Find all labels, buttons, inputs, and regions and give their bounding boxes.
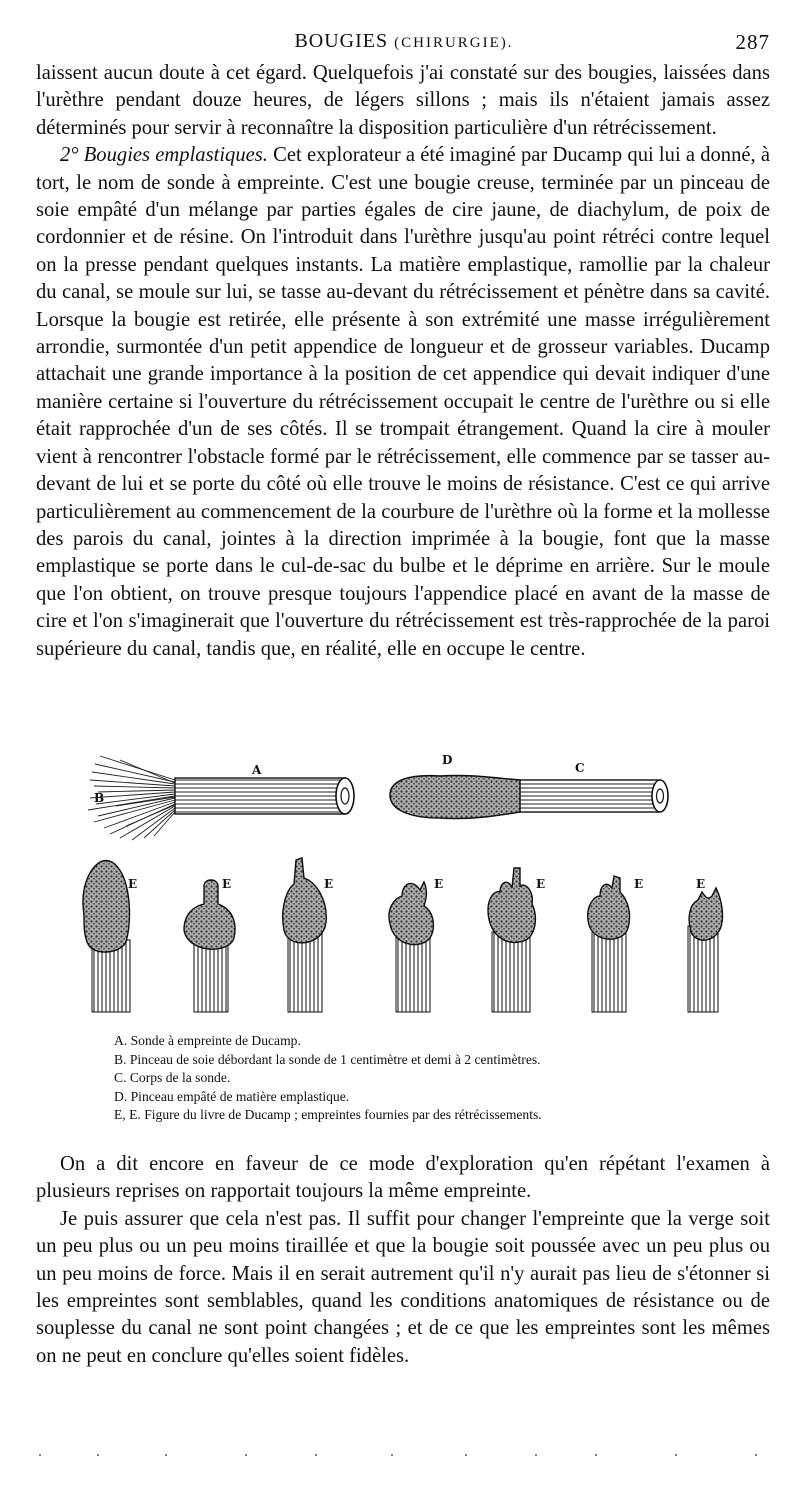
sonde-c-drawing: [390, 775, 668, 818]
label-e-5: E: [536, 877, 546, 891]
impression-1: [83, 861, 130, 1013]
figure-caption: [114, 1032, 734, 1125]
label-b: B: [94, 791, 105, 805]
engraving-illustration: [80, 750, 740, 1025]
caption-line-c: C. Corps de la sonde.: [114, 1070, 231, 1086]
caption-line-a: A. Sonde à empreinte de Ducamp.: [114, 1033, 301, 1048]
label-d: D: [442, 753, 453, 767]
print-specks: [36, 1452, 770, 1458]
running-title: [36, 30, 772, 53]
impression-4: [389, 882, 433, 1012]
section-heading: 2° Bougies emplastiques.: [60, 144, 268, 167]
figure-sonde-empreinte: [80, 750, 740, 1025]
impression-7: [688, 888, 723, 1012]
caption-line-d: D. Pinceau empâté de matière emplastique.: [114, 1088, 350, 1104]
caption-line-b: B. Pinceau de soie débordant la sonde de 1 centimètre et demi à 2 centimètres.: [114, 1051, 541, 1067]
text-block-top: [36, 60, 770, 663]
impression-3: [283, 858, 326, 1012]
label-a: A: [252, 763, 262, 777]
impression-6: [588, 876, 630, 1012]
paragraph-bougies-emplastiques: [36, 142, 770, 663]
wax-mass-d: [390, 775, 520, 818]
label-e-7: E: [696, 877, 706, 891]
label-e-3: E: [324, 877, 334, 891]
text-block-bottom: [36, 1151, 770, 1370]
label-e-2: E: [222, 877, 232, 891]
paragraph: On a dit encore en faveur de ce mode d'exploration qu'en répétant l'examen à plusieurs reprises on rapportait toujours la même empreinte.: [36, 1153, 770, 1203]
label-e-4: E: [434, 877, 444, 891]
label-e-6: E: [634, 877, 644, 891]
running-title-main: BOUGIES: [294, 30, 389, 52]
label-c: C: [575, 761, 585, 775]
running-title-sub: (CHIRURGIE).: [394, 35, 514, 51]
sonde-body-c: [510, 780, 660, 812]
sonde-a-drawing: [88, 756, 354, 840]
paragraph: Je puis assurer que cela n'est pas. Il suffit pour changer l'empreinte que la verge soit un peu plus ou un peu moins tiraillée et que la bougie soit poussée avec un peu plus ou un peu moins de force. Mais il en serait autrement qu'il n'y aurait pas lieu de s'étonner si les empreintes sont semblables, quand les conditions anatomiques de résistance ou de souplesse du canal ne sont point changées ; et de ce que les empreintes sont les mêmes on ne peut en conclure qu'elles soient fidèles.: [36, 1207, 770, 1367]
impression-5: [488, 868, 535, 1012]
sonde-body-a: [175, 778, 345, 814]
label-e-1: E: [128, 877, 138, 891]
page-number: 287: [735, 30, 770, 54]
impression-2: [184, 880, 235, 1012]
paragraph-body: Cet explorateur a été imaginé par Ducamp qui lui a donné, à tort, le nom de sonde à empreinte. C'est une bougie creuse, terminée par un pinceau de soie empâté d'un mélange par parties égales de cire jaune, de diachylum, de poix de cordonnier et de résine. On l'introduit dans l'urèthre jusqu'au point rétréci contre lequel on la presse pendant quelques instants. La matière emplastique, ramollie par la chaleur du canal, se moule sur lui, se tasse au-devant du rétrécissement et pénètre dans sa cavité. Lorsque la bougie est retirée, elle présente à son extrémité une masse irrégulièrement arrondie, surmontée d'un petit appendice de longueur et de grosseur variables. Ducamp attachait une grande importance à la position de cet appendice qui devait indiquer d'une manière certaine si l'ouverture du rétrécissement occupait le centre de l'urèthre ou si elle était rapprochée d'un de ses côtés. Il se trompait étrangement. Quand la cire à mouler vient à rencontrer l'obstacle formé par le rétrécissement, elle commence par se tasser au-devant de lui et se porte du côté où elle trouve le moins de résistance. C'est ce qui arrive particulièrement au commencement de la courbure de l'urèthre où la forme et la mollesse des parois du canal, jointes à la direction imprimée à la bougie, font que la masse emplastique se porte dans le cul-de-sac du bulbe et le déprime en arrière. Sur le moule que l'on obtient, on trouve presque toujours l'appendice placé en avant de la masse de cire et l'on s'imaginerait que l'ouverture du rétrécissement est très-rapprochée de la paroi supérieure du canal, tandis que, en réalité, elle en occupe le centre.: [36, 144, 770, 660]
running-header: [36, 30, 772, 58]
caption-line-e: E, E. Figure du livre de Ducamp ; empreintes fournies par des rétrécissements.: [114, 1107, 542, 1123]
paragraph: laissent aucun doute à cet égard. Quelquefois j'ai constaté sur des bougies, laissées dans l'urèthre pendant douze heures, de légers sillons ; mais ils n'étaient jamais assez déterminés pour servir à reconnaître la disposition particulière d'un rétrécissement.: [36, 62, 770, 139]
